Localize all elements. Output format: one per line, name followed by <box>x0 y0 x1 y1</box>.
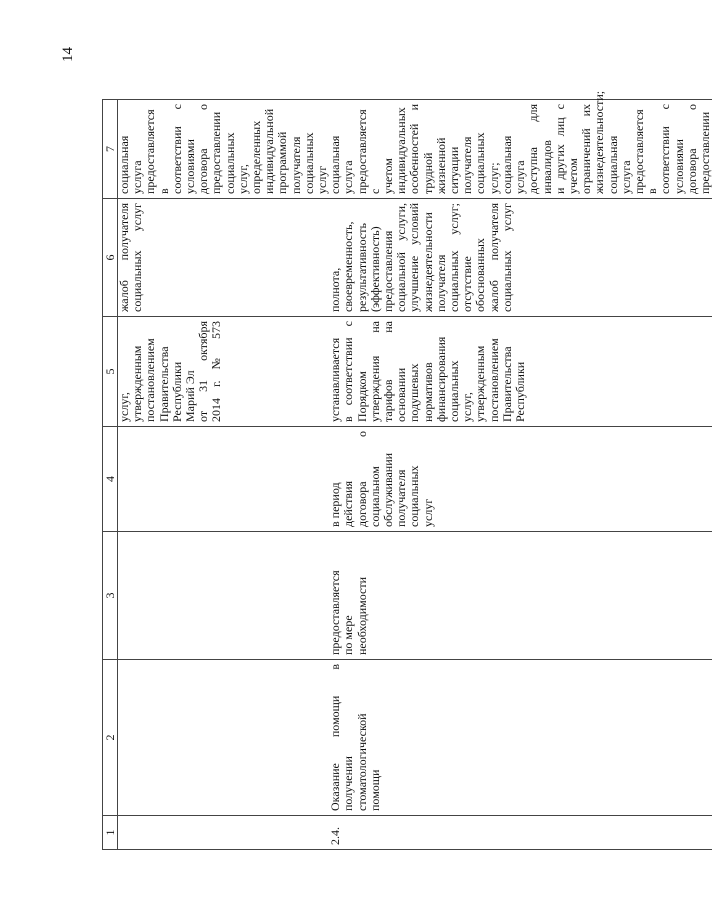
cell-line: предоставляется в <box>143 109 171 194</box>
cell-line: услуг, <box>460 392 475 422</box>
cell-line: социальной услуги, <box>394 203 409 312</box>
header-row <box>103 100 118 850</box>
col-header-6: 6 <box>103 199 118 317</box>
cell-line: нормативов <box>420 362 435 422</box>
col-header-1: 1 <box>103 816 118 850</box>
cell-line: социальная услуга <box>499 135 528 194</box>
cell-line: предоставляется в <box>631 109 660 194</box>
table-row-continuation <box>118 100 330 850</box>
cell-line: социальная услуга <box>328 135 356 194</box>
col-header-4: 4 <box>103 427 118 532</box>
cell-period <box>118 427 330 532</box>
cell-line: своевременность, <box>341 221 356 312</box>
cell-line: результативность <box>354 223 369 312</box>
cell-line: жалоб получателя <box>117 203 131 312</box>
cell-line: ограничений их <box>579 104 594 194</box>
col-header-3: 3 <box>103 532 118 660</box>
cell-line: утвержденным <box>130 345 145 422</box>
cell-line: подушевых <box>407 363 422 422</box>
cell-line: в период <box>328 482 343 527</box>
cell-line: в соответствии с <box>341 321 356 422</box>
cell-conditions <box>118 100 330 199</box>
cell-line: условиями договора о <box>671 104 699 194</box>
cell-line: договора о <box>354 431 369 527</box>
cell-line: учетом индивидуальных <box>381 107 409 194</box>
cell-line: 2014 г. № 573 <box>209 321 224 422</box>
cell-line: предоставляется <box>328 570 343 655</box>
table-row-2-4 <box>329 100 712 850</box>
cell-period <box>329 427 712 532</box>
cell-line: обоснованных <box>473 238 488 312</box>
cell-line: предоставлении <box>209 111 224 194</box>
cell-line: стоматологической <box>354 713 369 811</box>
cell-frequency <box>118 532 330 660</box>
cell-line: определенных <box>249 120 264 194</box>
cell-line: Оказание помощи в <box>328 664 343 811</box>
cell-line: устанавливается <box>328 337 343 422</box>
services-table <box>102 90 712 850</box>
cell-line: особенностей и трудной <box>407 104 435 194</box>
cell-line: Правительства <box>156 346 171 422</box>
cell-line: тарифов на <box>381 321 396 422</box>
cell-line: основании <box>394 367 409 422</box>
cell-line: предоставляется с <box>354 109 382 194</box>
cell-quality <box>118 199 330 317</box>
cell-line: утверждения на <box>367 321 382 422</box>
cell-line: и других лиц с учетом <box>552 104 580 194</box>
cell-line: жалоб получателя <box>486 203 501 312</box>
cell-line: Марий Эл <box>183 370 198 422</box>
cell-line: жизнедеятельности <box>420 212 435 312</box>
cell-line: помощи <box>367 769 382 811</box>
cell-line: получателя <box>394 469 409 527</box>
cell-tariff <box>329 317 712 427</box>
page-number: 14 <box>60 47 76 62</box>
cell-line: соответствии с <box>169 104 184 194</box>
cell-line: жизнедеятельности; <box>592 90 607 194</box>
cell-line: социальном <box>367 466 382 527</box>
cell-line: социальных услуг, <box>222 132 250 194</box>
cell-line: по мере <box>341 615 356 655</box>
cell-number <box>118 816 330 850</box>
cell-line: постановлением <box>486 338 501 422</box>
cell-line: получателя социальных <box>460 132 488 194</box>
cell-line: улучшение условий <box>407 203 422 312</box>
rotated-table-container <box>102 90 712 850</box>
cell-line: социальных услуг <box>130 203 145 312</box>
cell-line: утвержденным <box>473 345 488 422</box>
cell-line: постановлением <box>143 338 158 422</box>
cell-line: финансирования <box>433 336 448 422</box>
cell-line: индивидуальной <box>262 108 277 194</box>
cell-line: услуг; <box>486 162 501 194</box>
cell-line: Правительства <box>499 346 514 422</box>
cell-line: предоставления <box>381 230 396 312</box>
cell-line: предоставлении <box>697 111 712 194</box>
cell-line: получении <box>341 756 356 811</box>
col-header-5: 5 <box>103 317 118 427</box>
cell-line: жизненной ситуации <box>433 137 462 194</box>
cell-line: необходимости <box>354 576 369 655</box>
cell-line: соответствии с <box>658 104 673 194</box>
cell-line: действия <box>341 480 356 527</box>
cell-line: социальная услуга <box>117 135 145 194</box>
cell-line: социальная услуга <box>605 135 633 194</box>
cell-line: (эффективность) <box>367 226 382 312</box>
cell-line: доступна для инвалидов <box>526 104 554 194</box>
cell-line: полнота, <box>328 267 343 312</box>
cell-line: условиями договора о <box>183 104 211 194</box>
cell-service-name <box>118 660 330 816</box>
cell-line: от 31 октября <box>196 321 211 422</box>
cell-line: социальных <box>407 465 422 527</box>
cell-line: социальных услуг; <box>447 203 462 312</box>
cell-line: Республики <box>513 361 528 422</box>
cell-line: Республики <box>169 361 184 422</box>
cell-service-name <box>329 660 712 816</box>
cell-conditions <box>328 90 712 199</box>
cell-line: отсутствие <box>460 256 475 312</box>
cell-line: 2.4. <box>328 827 343 845</box>
col-header-2: 2 <box>103 660 118 816</box>
cell-line: услуг, <box>117 392 131 422</box>
cell-quality <box>329 199 712 317</box>
cell-line: обслуживании <box>381 452 396 527</box>
cell-line: Порядком <box>354 371 369 422</box>
cell-frequency <box>329 532 712 660</box>
cell-line: получателя <box>433 254 448 312</box>
cell-number <box>329 816 712 850</box>
cell-line: услуг <box>420 498 435 527</box>
cell-line: социальных услуг <box>499 203 514 312</box>
cell-line: программой получателя <box>275 131 303 194</box>
cell-tariff <box>118 317 330 427</box>
cell-line: социальных <box>447 360 462 422</box>
col-header-7: 7 <box>103 100 118 199</box>
cell-line: социальных услуг <box>301 132 330 194</box>
